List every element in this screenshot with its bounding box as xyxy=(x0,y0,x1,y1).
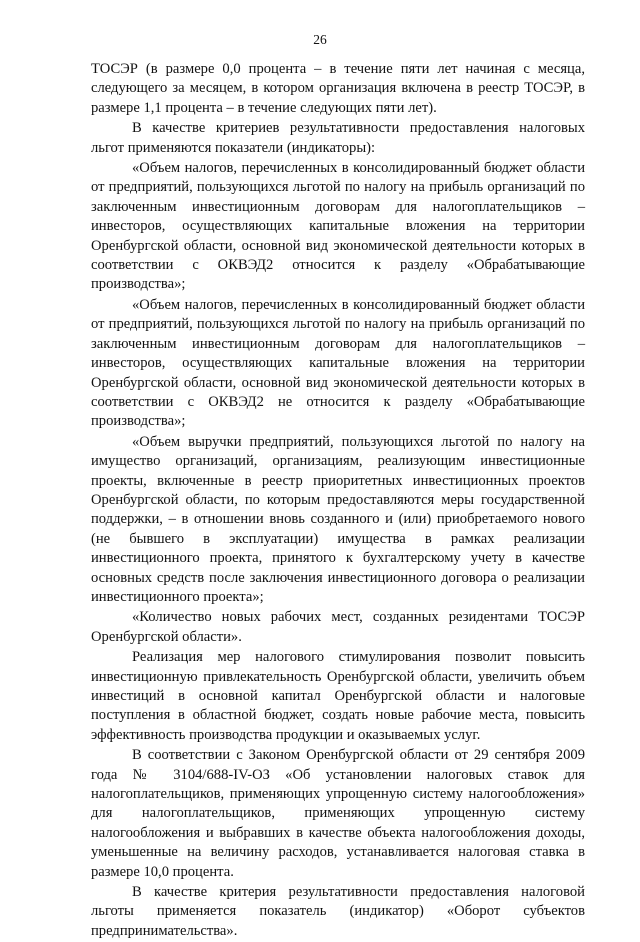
paragraph-5: «Объем выручки предприятий, пользующихся льготой по налогу на имущество организаций, организациям, реализующим инвестиционные проекты, включенные в реестр приоритетных инвестиционных проектов Оренбургской области, по которым предоставляются меры государственной поддержки, – в отношении вновь созданного и (или) приобретаемого нового (не бывшего в эксплуатации) имущества в рамках реализации инвестиционного проекта, принятого к бухгалтерскому учету в качестве основных средств после заключения инвестиционного договора о реализации инвестиционного проекта»; xyxy=(91,433,585,605)
paragraph-1: ТОСЭР (в размере 0,0 процента – в течение пяти лет начиная с месяца, следующего за месяцем, в котором организация включена в реестр ТОСЭР, в размере 1,1 процента – в течение следующих пяти лет). xyxy=(91,61,585,116)
page-number: 26 xyxy=(313,32,327,47)
paragraph-4: «Объем налогов, перечисленных в консолидированный бюджет области от предприятий, пользующихся льготой по налогу на прибыль организаций по заключенным инвестиционным договорам для налогоплательщиков – инвесторов, осуществляющих капитальные вложения на территории Оренбургской области, основной вид экономической деятельности которых в соответствии с ОКВЭД2 не относится к разделу «Обрабатывающие производства»; xyxy=(91,296,585,430)
paragraph-2: В качестве критериев результативности предоставления налоговых льгот применяются показатели (индикаторы): xyxy=(91,120,585,156)
paragraph-6: «Количество новых рабочих мест, созданных резидентами ТОСЭР Оренбургской области». xyxy=(91,609,585,645)
document-body xyxy=(91,60,585,942)
paragraph-7: Реализация мер налогового стимулирования позволит повысить инвестиционную привлекательность Оренбургской области, увеличить объем инвестиций в основной капитал Оренбургской области и налоговые поступления в областной бюджет, создать новые рабочие места, повысить эффективность производства продукции и оказываемых услуг. xyxy=(91,649,585,743)
paragraph-3: «Объем налогов, перечисленных в консолидированный бюджет области от предприятий, пользующихся льготой по налогу на прибыль организаций по заключенным инвестиционным договорам для налогоплательщиков – инвесторов, осуществляющих капитальные вложения на территории Оренбургской области, основной вид экономической деятельности которых в соответствии с ОКВЭД2 относится к разделу «Обрабатывающие производства»; xyxy=(91,160,585,293)
paragraph-8: В соответствии с Законом Оренбургской области от 29 сентября 2009 года № 3104/688-IV-ОЗ «Об установлении налоговых ставок для налогоплательщиков, применяющих упрощенную систему налогообложения» для налогоплательщиков, применяющих упрощенную систему налогообложения и выбравших в качестве объекта налогообложения доходы, уменьшенные на величину расходов, устанавливается налоговая ставка в размере 10,0 процента. xyxy=(91,747,585,880)
paragraph-9: В качестве критерия результативности предоставления налоговой льготы применяется показатель (индикатор) «Оборот субъектов предпринимательства». xyxy=(91,884,585,939)
